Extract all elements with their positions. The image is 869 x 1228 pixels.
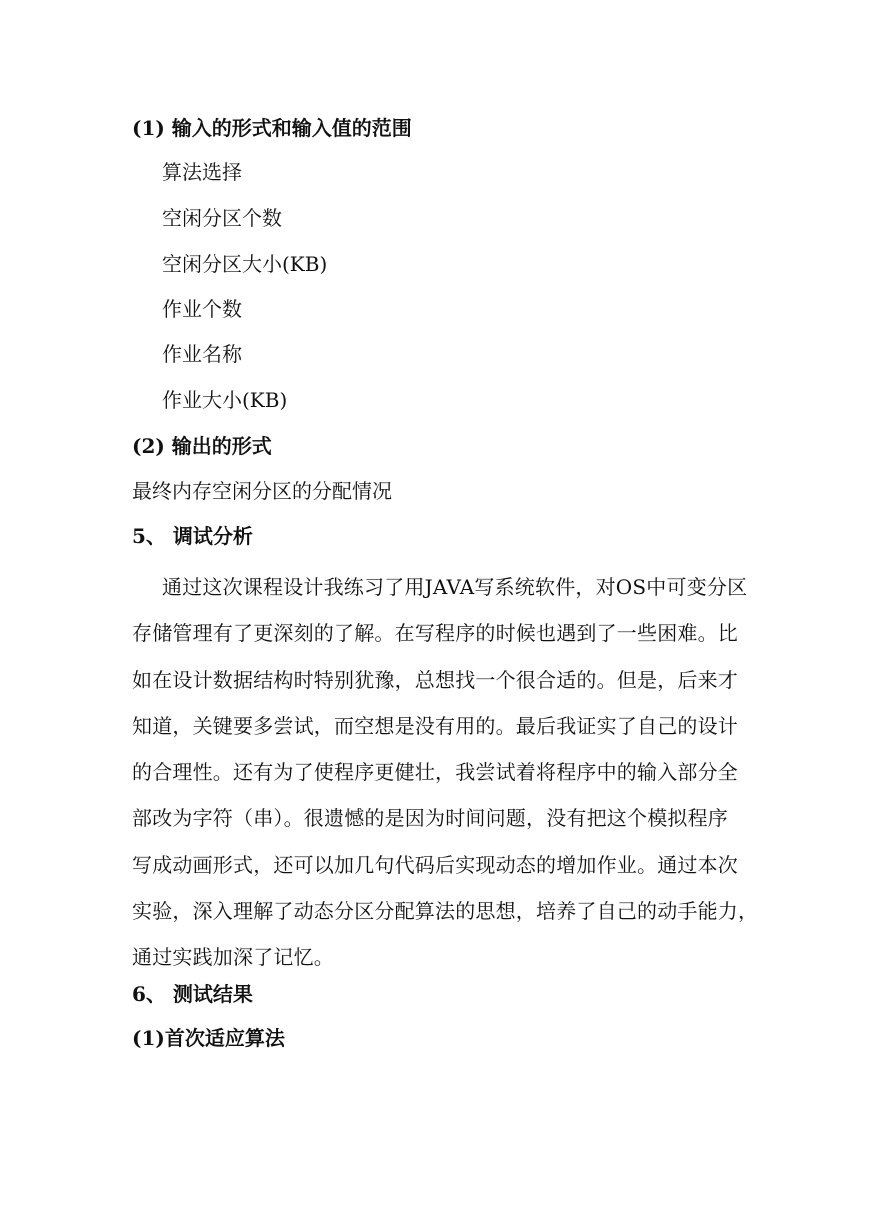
debug-analysis-heading: 5、 调试分析 [132, 524, 253, 548]
paragraph-line: 的合理性。还有为了使程序更健壮，我尝试着将程序中的输入部分全 [132, 760, 738, 785]
first-fit-subheading: (1)首次适应算法 [132, 1026, 285, 1050]
output-format-text: 最终内存空闲分区的分配情况 [132, 479, 392, 503]
paragraph-line: 通过实践加深了记忆。 [132, 945, 334, 970]
paragraph-line: 部改为字符（串）。很遗憾的是因为时间问题，没有把这个模拟程序 [132, 806, 728, 831]
paragraph-line: 存储管理有了更深刻的了解。在写程序的时候也遇到了一些困难。比 [132, 621, 738, 646]
input-item-job-name: 作业名称 [162, 342, 242, 366]
paragraph-line: 写成动画形式，还可以加几句代码后实现动态的增加作业。通过本次 [132, 852, 738, 877]
paragraph-line: 实验，深入理解了动态分区分配算法的思想，培养了自己的动手能力， [132, 899, 759, 924]
paragraph-line: 知道，关键要多尝试，而空想是没有用的。最后我证实了自己的设计 [132, 713, 738, 738]
debug-analysis-paragraph [132, 564, 759, 981]
input-item-job-count: 作业个数 [162, 297, 242, 321]
test-results-heading: 6、 测试结果 [132, 982, 253, 1006]
paragraph-line: 通过这次课程设计我练习了用JAVA写系统软件，对OS中可变分区 [162, 575, 748, 599]
paragraph-line: 如在设计数据结构时特别犹豫，总想找一个很合适的。但是，后来才 [132, 667, 738, 692]
input-format-heading: (1) 输入的形式和输入值的范围 [132, 116, 412, 140]
input-item-job-size: 作业大小(KB) [162, 388, 288, 412]
input-item-algorithm: 算法选择 [162, 160, 242, 184]
input-item-partition-count: 空闲分区个数 [162, 206, 282, 230]
input-item-partition-size: 空闲分区大小(KB) [162, 252, 328, 276]
output-format-heading: (2) 输出的形式 [132, 434, 272, 458]
